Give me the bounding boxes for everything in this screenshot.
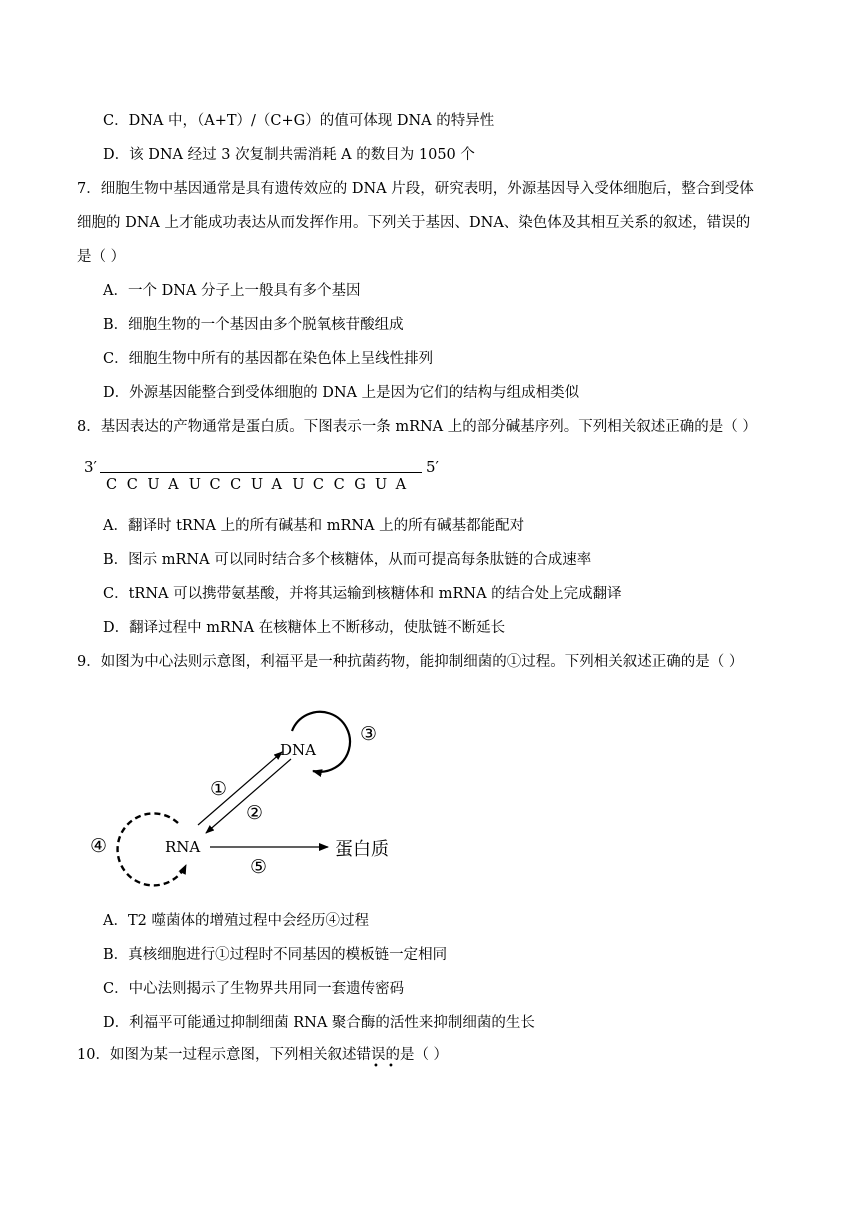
base: C [230, 477, 242, 493]
base: U [292, 477, 305, 493]
base: A [395, 477, 407, 493]
mrna-strand-line [100, 472, 422, 473]
base: U [250, 477, 264, 493]
dna-label: DNA [280, 741, 316, 759]
base: A [271, 477, 282, 493]
q9-stem: 9．如图为中心法则示意图，利福平是一种抗菌药物，能抑制细菌的①过程。下列相关叙述正确的是（ ） [77, 654, 744, 670]
q9-option-d: D．利福平可能通过抑制细菌 RNA 聚合酶的活性来抑制细菌的生长 [103, 1015, 535, 1031]
q7-stem-line2: 细胞的 DNA 上才能成功表达从而发挥作用。下列关于基因、DNA、染色体及其相互关系的叙述，错误的 [77, 215, 751, 231]
protein-label: 蛋白质 [335, 839, 389, 860]
number-5: ⑤ [250, 856, 268, 878]
q7-stem-line3: 是（ ） [77, 249, 126, 265]
q7-option-b: B．细胞生物的一个基因由多个脱氧核苷酸组成 [103, 317, 404, 333]
base: C [209, 477, 221, 493]
base: C [312, 477, 324, 493]
q8-option-c: C．tRNA 可以携带氨基酸，并将其运输到核糖体和 mRNA 的结合处上完成翻译 [103, 586, 622, 602]
mrna-5-prime-label: 5′ [426, 458, 439, 476]
q8-stem: 8．基因表达的产物通常是蛋白质。下图表示一条 mRNA 上的部分碱基序列。下列相关叙述正确的是（ ） [77, 419, 757, 435]
mrna-3-prime-label: 3′ [84, 458, 97, 476]
q6-option-d: D．该 DNA 经过 3 次复制共需消耗 A 的数目为 1050 个 [103, 147, 475, 163]
q9-option-b: B．真核细胞进行①过程时不同基因的模板链一定相同 [103, 947, 448, 963]
q9-option-a: A．T2 噬菌体的增殖过程中会经历④过程 [103, 913, 369, 929]
q10-stem: 10．如图为某一过程示意图，下列相关叙述错误的是（ ） [77, 1047, 449, 1063]
number-2: ② [246, 802, 264, 824]
mrna-base-sequence [106, 477, 416, 493]
q7-option-d: D．外源基因能整合到受体细胞的 DNA 上是因为它们的结构与组成相类似 [103, 385, 580, 401]
q9-option-c: C．中心法则揭示了生物界共用同一套遗传密码 [103, 981, 405, 997]
number-3: ③ [360, 723, 378, 745]
number-4: ④ [90, 835, 108, 857]
q6-option-c: C．DNA 中，（A+T）/（C+G）的值可体现 DNA 的特异性 [103, 113, 495, 129]
base: U [374, 477, 388, 493]
base: C [333, 477, 345, 493]
rna-label: RNA [165, 838, 201, 856]
base: A [168, 477, 179, 493]
base: G [354, 477, 366, 493]
number-1: ① [210, 778, 228, 800]
q8-option-d: D．翻译过程中 mRNA 在核糖体上不断移动，使肽链不断延长 [103, 620, 506, 636]
emphasis-dot: • [388, 1061, 394, 1072]
q7-option-c: C．细胞生物中所有的基因都在染色体上呈线性排列 [103, 351, 434, 367]
base: U [147, 477, 160, 493]
base: C [126, 477, 138, 493]
base: U [188, 477, 201, 493]
q8-option-a: A．翻译时 tRNA 上的所有碱基和 mRNA 上的所有碱基都能配对 [103, 518, 525, 534]
base: C [106, 477, 118, 493]
q8-option-b: B．图示 mRNA 可以同时结合多个核糖体，从而可提高每条肽链的合成速率 [103, 552, 592, 568]
q7-stem-line1: 7．细胞生物中基因通常是具有遗传效应的 DNA 片段，研究表明，外源基因导入受体细胞后，整合到受体 [77, 181, 754, 197]
emphasis-dot: • [373, 1061, 379, 1072]
q7-option-a: A．一个 DNA 分子上一般具有多个基因 [103, 283, 361, 299]
central-dogma-diagram [80, 695, 420, 895]
